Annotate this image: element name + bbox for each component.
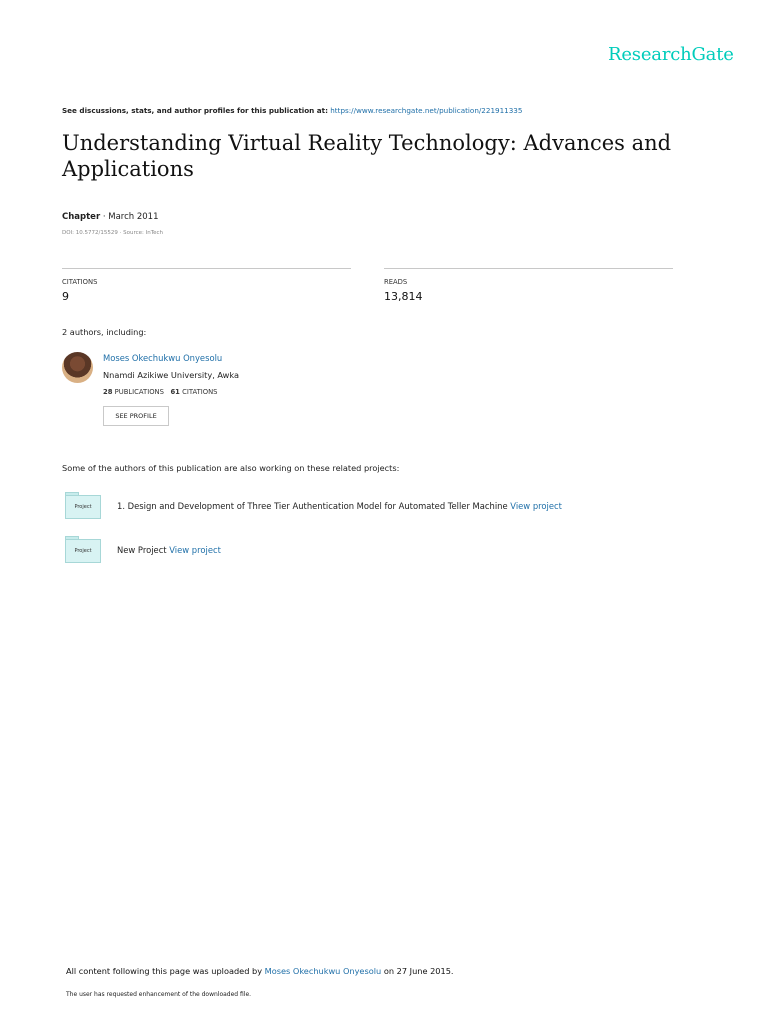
meta-separator: ·: [102, 212, 109, 222]
citations-divider: [62, 268, 351, 269]
publication-url-link[interactable]: https://www.researchgate.net/publication/221911335: [330, 106, 523, 115]
author-name-link[interactable]: Moses Okechukwu Onyesolu: [103, 353, 223, 363]
citations-label: CITATIONS: [62, 278, 98, 286]
uploader-link[interactable]: Moses Okechukwu Onyesolu: [264, 966, 382, 976]
publication-type: Chapter: [62, 212, 101, 222]
project-title: New Project: [117, 545, 167, 555]
author-stats: [103, 388, 217, 396]
folder-label: Project: [74, 504, 92, 510]
citations-value: 9: [62, 290, 69, 303]
upload-note: [66, 966, 454, 976]
project-item: [117, 501, 562, 511]
project-folder-icon: [65, 492, 100, 518]
doi-source: DOI: 10.5772/15529 · Source: InTech: [62, 230, 164, 236]
publication-date: March 2011: [108, 212, 159, 222]
project-item: [117, 545, 221, 555]
publication-type-date: [62, 212, 159, 222]
author-publications-label: PUBLICATIONS: [114, 388, 164, 396]
project-title: 1. Design and Development of Three Tier Authentication Model for Automated Teller Machine: [117, 501, 508, 511]
publication-title: Understanding Virtual Reality Technology: Advances and Applications: [62, 131, 672, 181]
reads-divider: [384, 268, 673, 269]
reads-label: READS: [384, 278, 408, 286]
see-discussions-line: [62, 106, 522, 115]
related-projects-heading: Some of the authors of this publication are also working on these related projects:: [62, 463, 400, 473]
upload-prefix: All content following this page was uploaded by: [66, 966, 263, 976]
folder-body: [65, 495, 101, 519]
authors-heading: 2 authors, including:: [62, 327, 147, 337]
view-project-link[interactable]: View project: [510, 501, 562, 511]
author-citations-label: CITATIONS: [182, 388, 218, 396]
see-profile-button[interactable]: SEE PROFILE: [103, 406, 169, 426]
author-citations-count: 61: [170, 388, 180, 396]
upload-suffix: on 27 June 2015.: [383, 966, 454, 976]
author-institution: Nnamdi Azikiwe University, Awka: [103, 370, 239, 380]
researchgate-logo[interactable]: ResearchGate: [608, 44, 734, 65]
view-project-link[interactable]: View project: [169, 545, 221, 555]
author-publications-count: 28: [103, 388, 113, 396]
author-avatar[interactable]: [62, 352, 93, 383]
reads-value: 13,814: [384, 290, 423, 303]
folder-label: Project: [74, 548, 92, 554]
project-folder-icon: [65, 536, 100, 562]
see-discussions-text: See discussions, stats, and author profiles for this publication at:: [62, 106, 328, 115]
enhancement-note: The user has requested enhancement of the downloaded file.: [66, 991, 252, 998]
folder-body: [65, 539, 101, 563]
